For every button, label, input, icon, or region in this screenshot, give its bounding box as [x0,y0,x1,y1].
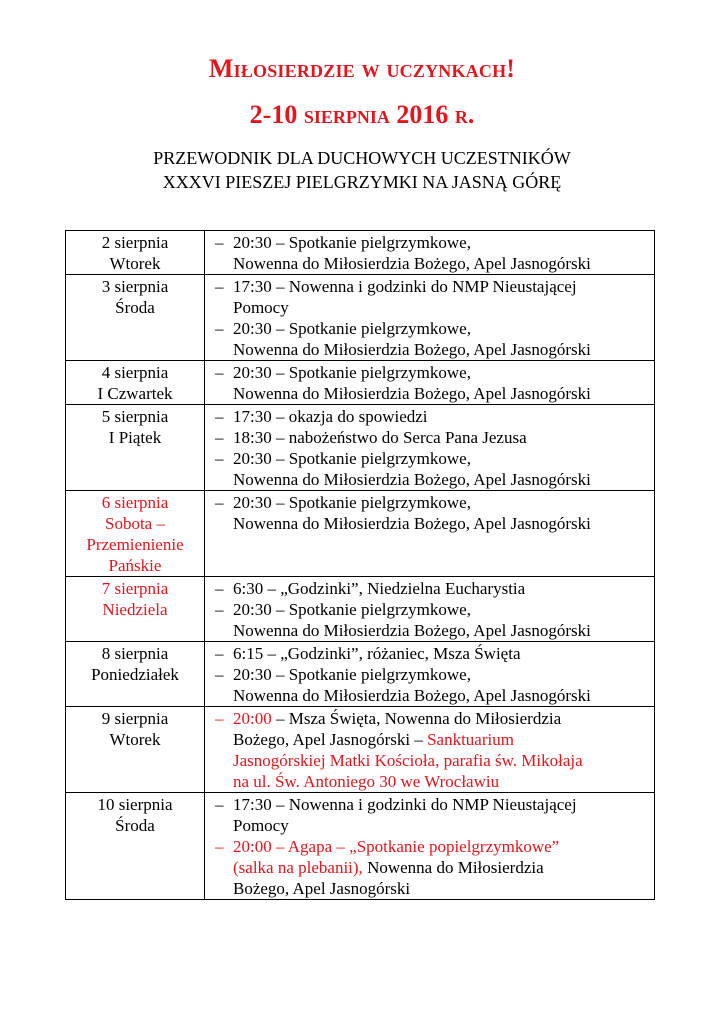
date-label: 9 sierpnia [101,709,169,728]
bullet-dash: – [215,665,224,684]
date-label: 6 sierpnia [101,493,169,512]
day-cell [66,231,205,275]
weekday-label: Przemienienie [86,535,184,554]
events-cell [205,231,655,275]
schedule-row [66,275,655,361]
events-cell [205,361,655,405]
schedule-row [66,491,655,577]
event-item: – 20:00 – Msza Święta, Nowenna do Miłosierdzia Bożego, Apel Jasnogórski – Sanktuarium Jasnogórskiej Matki Kościoła, parafia św. Mikołaja na ul. Św. Antoniego 30 we Wrocławiu [215,709,583,791]
day-cell [66,642,205,707]
event-item: – 6:15 – „Godzinki”, różaniec, Msza Święta [215,644,521,663]
day-cell [66,275,205,361]
weekday-label: Sobota – [105,514,165,533]
schedule-row [66,577,655,642]
date-label: 3 sierpnia [101,277,169,296]
day-cell [66,491,205,577]
weekday-label: Niedziela [102,600,168,619]
weekday-label: I Czwartek [97,384,173,403]
schedule-row [66,361,655,405]
schedule-row [66,793,655,900]
weekday-label: Wtorek [109,730,161,749]
schedule-row [66,231,655,275]
bullet-dash: – [215,363,224,382]
date-label: 7 sierpnia [101,579,169,598]
day-cell [66,361,205,405]
weekday-label: Wtorek [109,254,161,273]
day-cell [66,707,205,793]
day-cell [66,793,205,900]
bullet-dash: – [215,709,224,728]
event-item: – 20:30 – Spotkanie pielgrzymkowe, Nowenna do Miłosierdzia Bożego, Apel Jasnogórski [215,493,591,533]
event-item: – 18:30 – nabożeństwo do Serca Pana Jezusa [215,428,527,447]
bullet-dash: – [215,837,224,856]
bullet-dash: – [215,233,224,252]
schedule-row [66,707,655,793]
event-item: – 20:30 – Spotkanie pielgrzymkowe, Nowenna do Miłosierdzia Bożego, Apel Jasnogórski [215,233,591,273]
events-cell [205,491,655,577]
events-cell [205,405,655,491]
event-item: – 20:30 – Spotkanie pielgrzymkowe, Nowenna do Miłosierdzia Bożego, Apel Jasnogórski [215,665,591,705]
event-item: – 20:30 – Spotkanie pielgrzymkowe, Nowenna do Miłosierdzia Bożego, Apel Jasnogórski [215,449,591,489]
subtitle-line-2: XXXVI PIESZEJ PIELGRZYMKI NA JASNĄ GÓRĘ [162,172,562,192]
event-item: – 17:30 – Nowenna i godzinki do NMP Nieustającej Pomocy [215,277,577,317]
day-cell [66,577,205,642]
date-label: 5 sierpnia [101,407,169,426]
events-cell [205,642,655,707]
events-cell [205,793,655,900]
events-cell [205,275,655,361]
document-title: Miłosierdzie w uczynkach! [208,54,516,83]
date-label: 2 sierpnia [101,233,169,252]
date-label: 10 sierpnia [97,795,173,814]
bullet-dash: – [215,795,224,814]
date-range-title: 2-10 sierpnia 2016 r. [249,100,475,129]
event-item: – 17:30 – Nowenna i godzinki do NMP Nieustającej Pomocy [215,795,577,835]
bullet-dash: – [215,579,224,598]
schedule-row [66,642,655,707]
events-cell [205,577,655,642]
weekday-label: Środa [115,298,155,317]
date-label: 4 sierpnia [101,363,169,382]
weekday-label: I Piątek [108,428,162,447]
bullet-dash: – [215,428,224,447]
bullet-dash: – [215,407,224,426]
schedule-row [66,405,655,491]
bullet-dash: – [215,493,224,512]
bullet-dash: – [215,600,224,619]
bullet-dash: – [215,644,224,663]
event-item: – 20:30 – Spotkanie pielgrzymkowe, Nowenna do Miłosierdzia Bożego, Apel Jasnogórski [215,319,591,359]
weekday-label: Pańskie [108,556,162,575]
weekday-label: Poniedziałek [91,665,179,684]
event-item: – 6:30 – „Godzinki”, Niedzielna Eucharystia [215,579,526,598]
bullet-dash: – [215,319,224,338]
event-item: – 20:30 – Spotkanie pielgrzymkowe, Nowenna do Miłosierdzia Bożego, Apel Jasnogórski [215,600,591,640]
subtitle-line-1: PRZEWODNIK DLA DUCHOWYCH UCZESTNIKÓW [153,148,571,168]
event-item: – 17:30 – okazja do spowiedzi [215,407,428,426]
day-cell [66,405,205,491]
weekday-label: Środa [115,816,155,835]
bullet-dash: – [215,277,224,296]
date-label: 8 sierpnia [101,644,169,663]
schedule-table [65,230,655,900]
event-item: – 20:30 – Spotkanie pielgrzymkowe, Nowenna do Miłosierdzia Bożego, Apel Jasnogórski [215,363,591,403]
event-item: – 20:00 – Agapa – „Spotkanie popielgrzymkowe” (salka na plebanii), Nowenna do Miłosierdzia Bożego, Apel Jasnogórski [215,837,560,898]
events-cell [205,707,655,793]
bullet-dash: – [215,449,224,468]
